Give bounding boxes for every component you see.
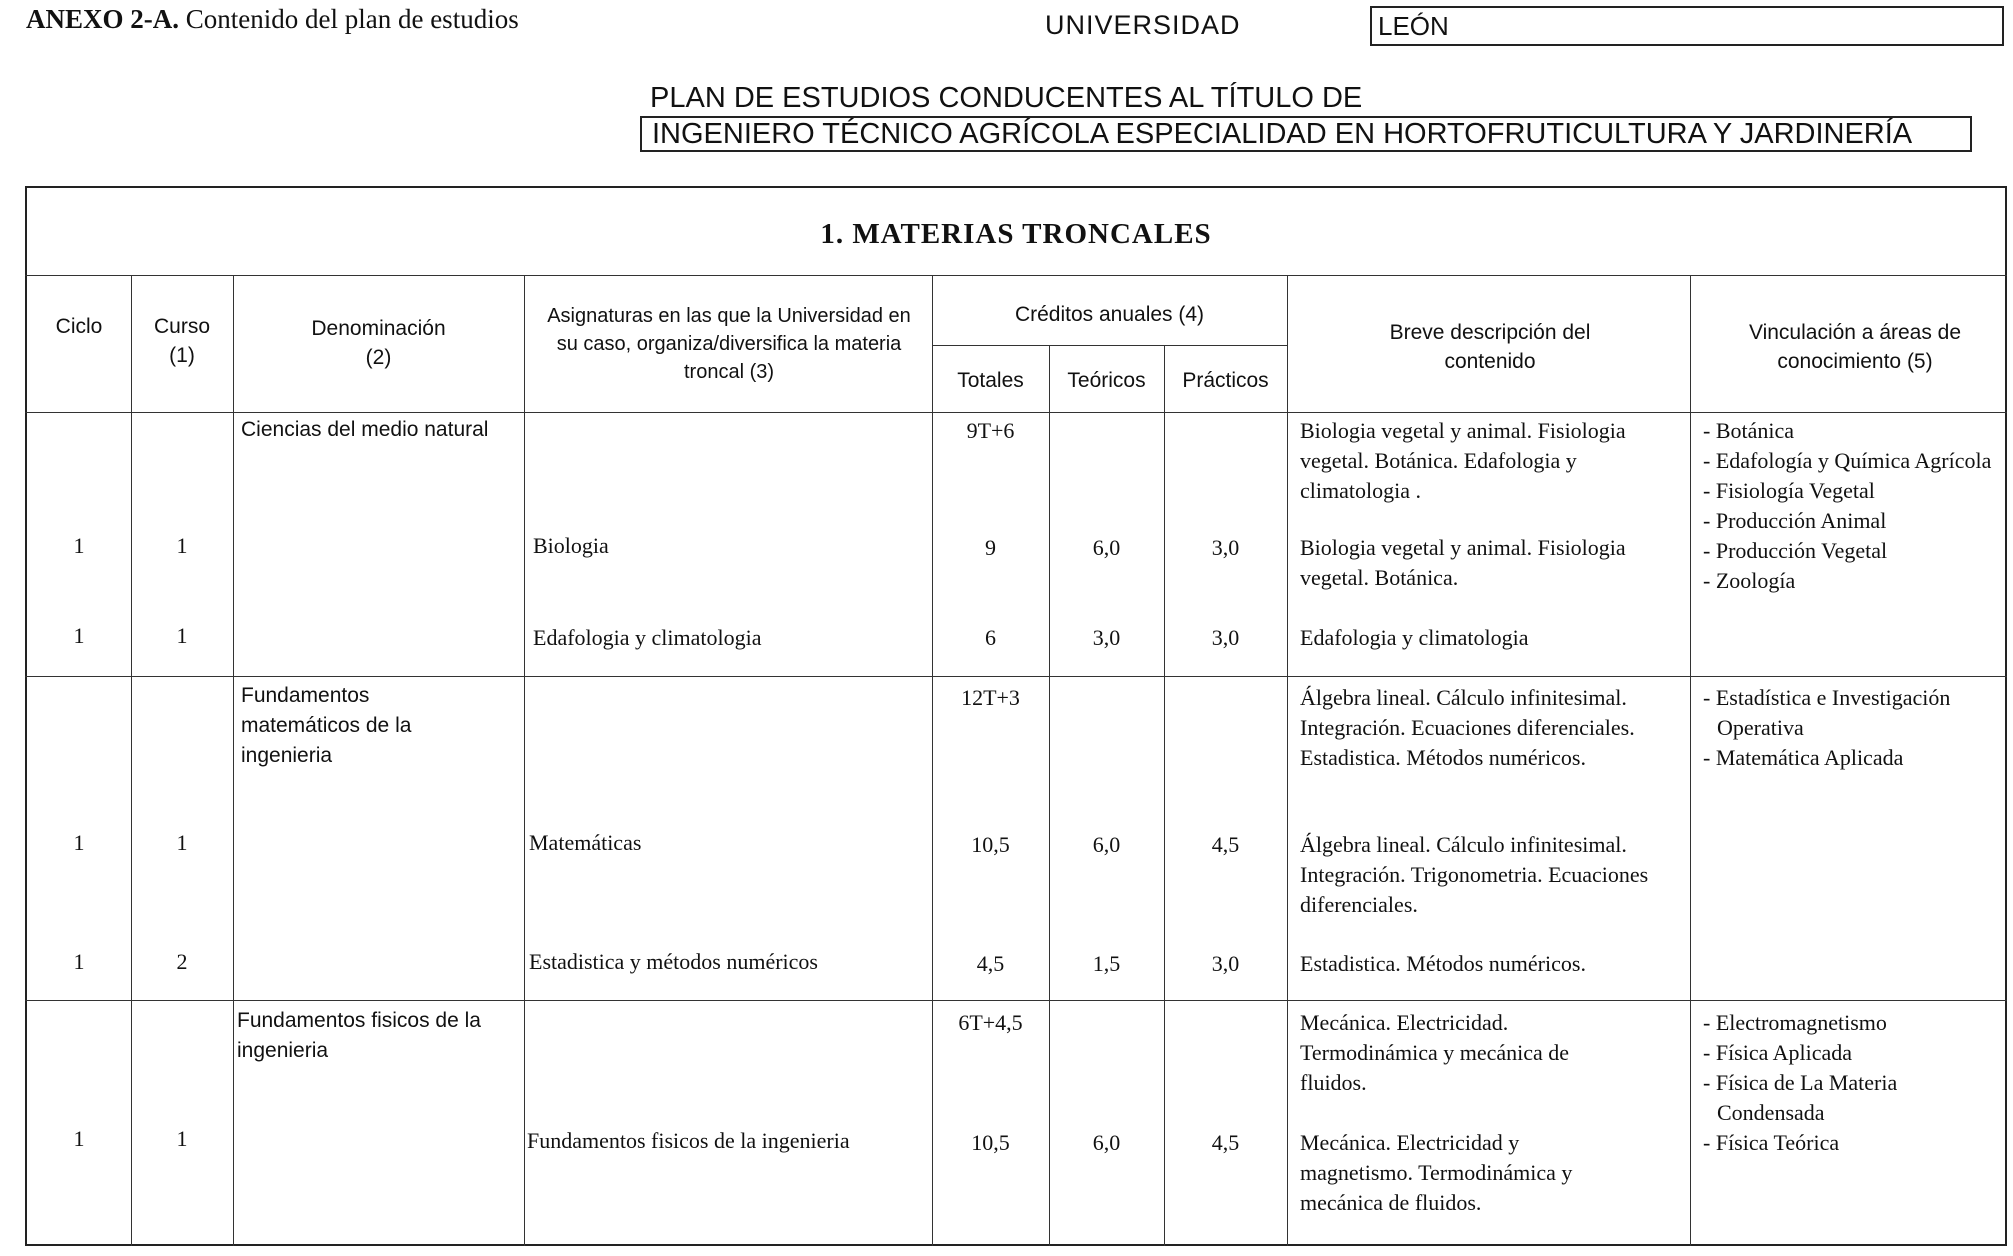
- group-totales: 12T+3: [961, 685, 1020, 710]
- creditos-sub-line: [932, 345, 1287, 346]
- col-header-creditos: Créditos anuales (4): [1014, 303, 1205, 326]
- group-divider-1: [25, 676, 2007, 677]
- col-header-curso: Curso (1): [153, 315, 211, 367]
- group-denominacion: Ciencias del medio natural: [241, 418, 489, 441]
- col-header-ciclo: Ciclo: [55, 315, 103, 338]
- row-descripcion: Biologia vegetal y animal. Fisiologia vegetal. Botánica.: [1300, 535, 1626, 590]
- row-asignatura: Biologia: [533, 533, 609, 558]
- col-line-3: [524, 275, 525, 1246]
- group-totales: 9T+6: [966, 418, 1015, 443]
- col-header-teoricos: Teóricos: [1067, 369, 1146, 392]
- row-teoricos: 1,5: [1092, 951, 1121, 976]
- col-header-vinculacion: Vinculación a áreas de conocimiento (5): [1748, 321, 1962, 373]
- col-line-5: [1049, 345, 1050, 1246]
- row-descripcion: Estadistica. Métodos numéricos.: [1300, 951, 1586, 976]
- group-areas: [1697, 1008, 1997, 1158]
- group-denominacion: Fundamentos fisicos de la ingenieria: [237, 1009, 481, 1062]
- annex-text: Contenido del plan de estudios: [185, 4, 519, 34]
- row-teoricos: 6,0: [1092, 1130, 1121, 1155]
- row-practicos: 4,5: [1211, 1130, 1240, 1155]
- row-teoricos: 6,0: [1092, 535, 1121, 560]
- area-item: - Estadística e Investigación Operativa: [1703, 685, 1951, 740]
- row-ciclo: 1: [73, 949, 85, 974]
- row-descripcion: Álgebra lineal. Cálculo infinitesimal. Integración. Trigonometria. Ecuaciones diferenciales.: [1300, 832, 1649, 917]
- annex-label: ANEXO 2-A.: [26, 4, 179, 34]
- col-line-1: [131, 275, 132, 1246]
- group-totales: 6T+4,5: [958, 1010, 1023, 1035]
- row-practicos: 4,5: [1211, 832, 1240, 857]
- area-item: - Electromagnetismo: [1703, 1010, 1887, 1035]
- row-totales: 6: [985, 625, 996, 650]
- row-curso: 1: [176, 830, 188, 855]
- row-asignatura: Estadistica y métodos numéricos: [529, 949, 818, 974]
- group-descripcion: Álgebra lineal. Cálculo infinitesimal. Integración. Ecuaciones diferenciales. Estadistica. Métodos numéricos.: [1300, 685, 1635, 770]
- area-item: - Física Aplicada: [1703, 1040, 1853, 1065]
- group-areas: [1697, 683, 1997, 773]
- area-item: - Edafología y Química Agrícola: [1703, 448, 1992, 473]
- row-curso: 2: [176, 949, 188, 974]
- row-descripcion: Edafologia y climatologia: [1300, 625, 1529, 650]
- group-areas: [1697, 416, 1997, 596]
- col-line-8: [1690, 275, 1691, 1246]
- col-line-2: [233, 275, 234, 1246]
- row-totales: 10,5: [971, 1130, 1010, 1155]
- col-header-asignaturas: Asignaturas en las que la Universidad en su caso, organiza/diversifica la materia troncal (3): [547, 305, 911, 383]
- row-practicos: 3,0: [1211, 951, 1240, 976]
- row-descripcion: Mecánica. Electricidad y magnetismo. Termodinámica y mecánica de fluidos.: [1300, 1130, 1573, 1215]
- col-line-6: [1164, 345, 1165, 1246]
- row-curso: 1: [176, 1126, 188, 1151]
- university-value: LEÓN: [1370, 6, 2004, 46]
- row-ciclo: 1: [73, 830, 85, 855]
- row-ciclo: 1: [73, 1126, 85, 1151]
- row-teoricos: 3,0: [1092, 625, 1121, 650]
- row-teoricos: 6,0: [1092, 832, 1121, 857]
- col-line-7: [1287, 275, 1288, 1246]
- row-practicos: 3,0: [1211, 535, 1240, 560]
- header-top-line: [25, 275, 2007, 276]
- annex-heading: [26, 4, 519, 35]
- area-item: - Física de La Materia Condensada: [1703, 1070, 1898, 1125]
- area-item: - Producción Animal: [1703, 508, 1887, 533]
- row-asignatura: Fundamentos fisicos de la ingenieria: [527, 1128, 850, 1153]
- group-descripcion: Mecánica. Electricidad. Termodinámica y mecánica de fluidos.: [1300, 1010, 1570, 1095]
- table-title: 1. MATERIAS TRONCALES: [820, 218, 1212, 250]
- area-item: - Física Teórica: [1703, 1130, 1840, 1155]
- row-asignatura: Matemáticas: [529, 830, 642, 855]
- group-divider-2: [25, 1000, 2007, 1001]
- area-item: - Botánica: [1703, 418, 1795, 443]
- header-bottom-line: [25, 412, 2007, 413]
- row-curso: 1: [176, 623, 188, 648]
- area-item: - Fisiología Vegetal: [1703, 478, 1875, 503]
- row-totales: 9: [985, 535, 996, 560]
- row-totales: 4,5: [976, 951, 1005, 976]
- group-denominacion: Fundamentos matemáticos de la ingenieria: [241, 684, 412, 767]
- row-practicos: 3,0: [1211, 625, 1240, 650]
- plan-title-line1: PLAN DE ESTUDIOS CONDUCENTES AL TÍTULO DE: [650, 82, 1363, 114]
- row-ciclo: 1: [73, 533, 85, 558]
- area-item: - Producción Vegetal: [1703, 538, 1888, 563]
- col-header-denominacion: Denominación (2): [311, 317, 446, 369]
- col-header-practicos: Prácticos: [1182, 369, 1269, 392]
- area-item: - Zoología: [1703, 568, 1796, 593]
- area-item: - Matemática Aplicada: [1703, 745, 1904, 770]
- group-descripcion: Biologia vegetal y animal. Fisiologia vegetal. Botánica. Edafologia y climatologia .: [1300, 418, 1626, 503]
- row-asignatura: Edafologia y climatologia: [533, 625, 762, 650]
- university-label: UNIVERSIDAD: [1045, 10, 1241, 40]
- plan-title-line2: INGENIERO TÉCNICO AGRÍCOLA ESPECIALIDAD EN HORTOFRUTICULTURA Y JARDINERÍA: [640, 116, 1972, 152]
- row-curso: 1: [176, 533, 188, 558]
- row-ciclo: 1: [73, 623, 85, 648]
- col-header-totales: Totales: [957, 369, 1024, 392]
- row-totales: 10,5: [971, 832, 1010, 857]
- col-header-descripcion: Breve descripción del contenido: [1389, 321, 1591, 373]
